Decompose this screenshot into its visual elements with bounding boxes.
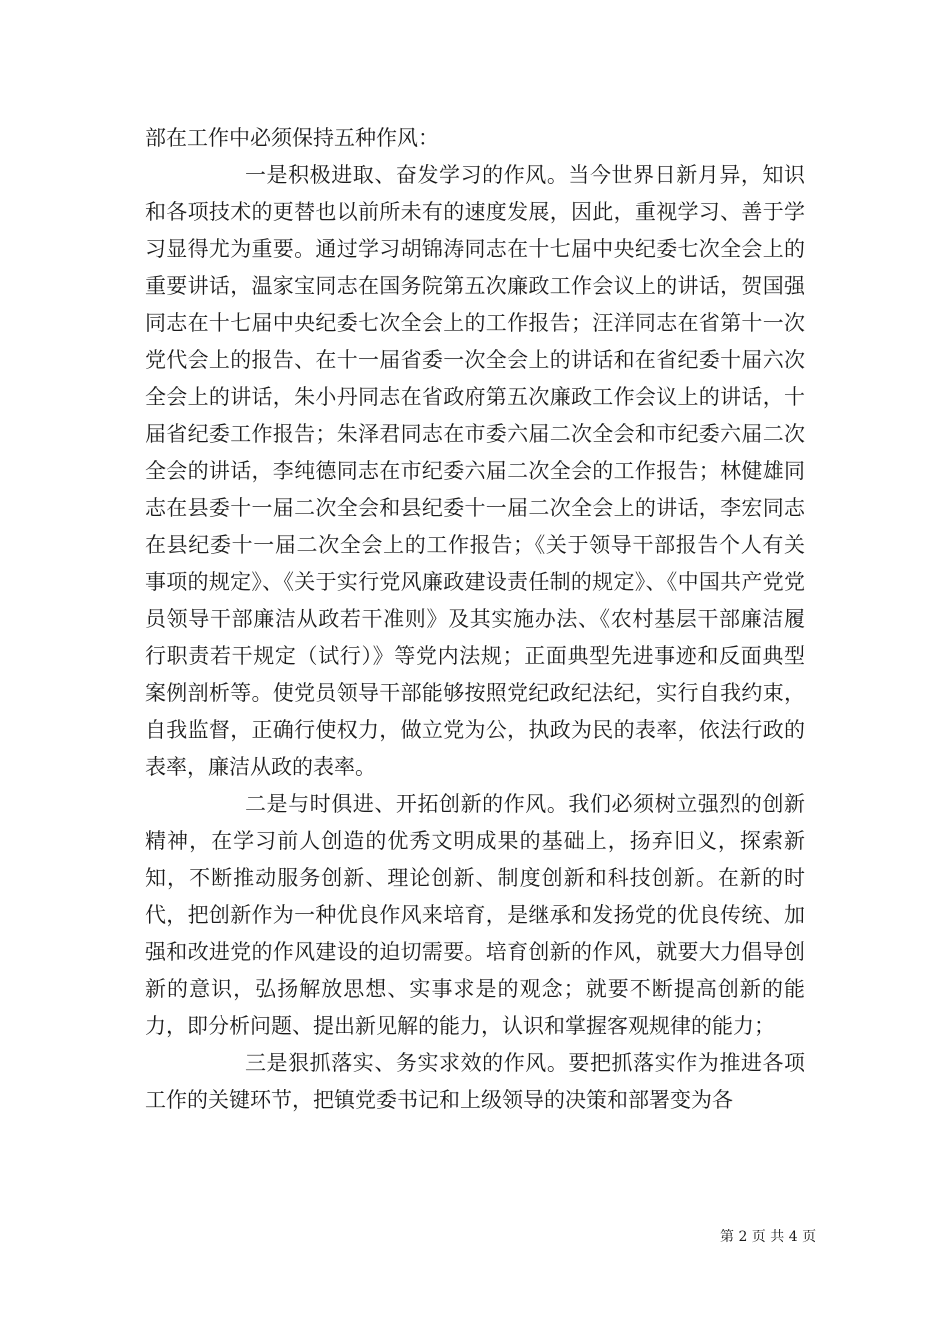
page-number: 第 2 页 共 4 页 xyxy=(720,1229,817,1245)
paragraph-second-style: 二是与时俱进、开拓创新的作风。我们必须树立强烈的创新精神，在学习前人创造的优秀文明成果的基础上，扬弃旧义，探索新知，不断推动服务创新、理论创新、制度创新和科技创新。在新的时代，把创新作为一种优良作风来培育，是继承和发扬党的优良传统、加强和改进党的作风建设的迫切需要。培育创新的作风，就要大力倡导创新的意识，弘扬解放思想、实事求是的观念；就要不断提高创新的能力，即分析问题、提出新见解的能力，认识和掌握客观规律的能力； xyxy=(145,792,805,1038)
paragraph-first-style: 一是积极进取、奋发学习的作风。当今世界日新月异，知识和各项技术的更替也以前所未有的速度发展，因此，重视学习、善于学习显得尤为重要。通过学习胡锦涛同志在十七届中央纪委七次全会上的重要讲话，温家宝同志在国务院第五次廉政工作会议上的讲话，贺国强同志在十七届中央纪委七次全会上的工作报告；汪洋同志在省第十一次党代会上的报告、在十一届省委一次全会上的讲话和在省纪委十届六次全会上的讲话，朱小丹同志在省政府第五次廉政工作会议上的讲话，十届省纪委工作报告；朱泽君同志在市委六届二次全会和市纪委六届二次全会的讲话，李纯德同志在市纪委六届二次全会的工作报告；林健雄同志在县委十一届二次全会和县纪委十一届二次全会上的讲话，李宏同志在县纪委十一届二次全会上的工作报告；《关于领导干部报告个人有关事项的规定》、《关于实行党风廉政建设责任制的规定》、《中国共产党党员领导干部廉洁从政若干准则》及其实施办法、《农村基层干部廉洁履行职责若干规定（试行）》等党内法规；正面典型先进事迹和反面典型案例剖析等。使党员领导干部能够按照党纪政纪法纪，实行自我约束，自我监督，正确行使权力，做立党为公，执政为民的表率，依法行政的表率，廉洁从政的表率。 xyxy=(145,163,805,779)
paragraph-third-style: 三是狠抓落实、务实求效的作风。要把抓落实作为推进各项工作的关键环节，把镇党委书记和上级领导的决策和部署变为各 xyxy=(145,1051,805,1112)
paragraph-continuation: 部在工作中必须保持五种作风： xyxy=(145,126,439,150)
document-body xyxy=(145,120,805,1119)
